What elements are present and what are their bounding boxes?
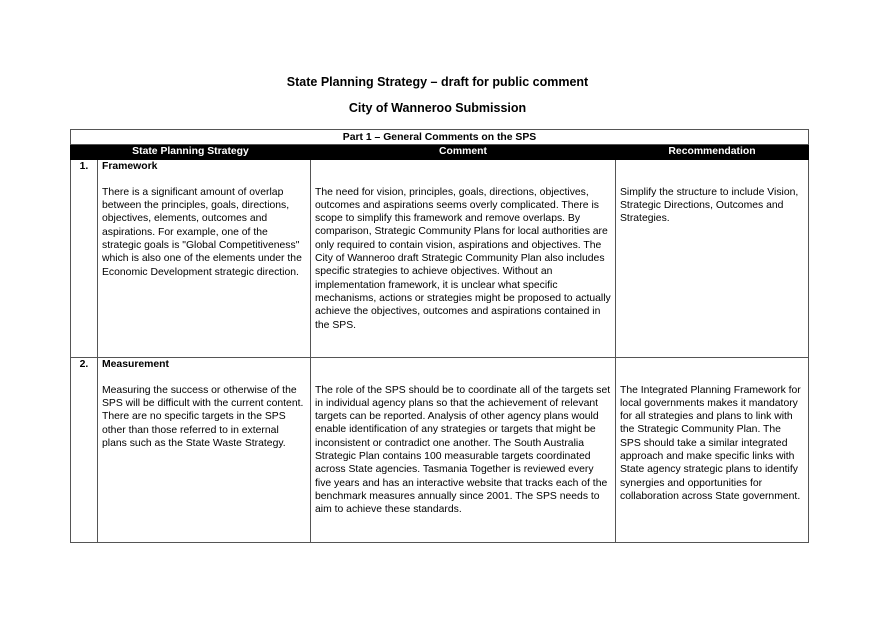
- recommendation-text: The Integrated Planning Framework for local governments makes it mandatory for all strategies and plans to link with the Strategic Community Plan. The SPS should take a similar integrated approach and make specific links with State agency strategic plans to identify synergies and opportunities for collaboration across State government.: [620, 384, 801, 502]
- header-recommendation: Recommendation: [616, 145, 809, 159]
- recommendation-text: Simplify the structure to include Vision, Strategic Directions, Outcomes and Strategies.: [620, 186, 799, 225]
- row-heading: Measurement: [102, 358, 169, 370]
- comment-text: The need for vision, principles, goals, directions, objectives, outcomes and aspirations seems overly complicated. There is scope to simplify this framework and remove overlaps. By comparison, Strategic Community Plans for local authorities are only required to contain vision, aspirations and objectives. The City of Wanneroo draft Strategic Community Plan also includes specific strategies to achieve objectives. Without an implementation framework, it is unclear what specific mechanisms, actions or strategies might be proposed to actually achieve the objectives, outcomes and aspirations contained in the SPS.: [315, 186, 611, 331]
- comment-cell: [311, 159, 616, 357]
- strategy-text: Measuring the success or otherwise of the SPS will be difficult with the current content. There are no specific targets in the SPS other than those referred to in external plans such as the State Waste Strategy.: [102, 384, 304, 450]
- strategy-cell: [98, 357, 311, 542]
- header-row: [71, 145, 809, 159]
- document-title: State Planning Strategy – draft for public comment: [286, 75, 589, 89]
- header-state-planning-strategy: State Planning Strategy: [71, 145, 311, 159]
- header-comment: Comment: [311, 145, 616, 159]
- comment-text: The role of the SPS should be to coordinate all of the targets set in individual agency plans so that the achievement of relevant targets can be reported. Analysis of other agency plans would enable identification of any strategies or targets that might be inconsistent or contradict one another. The South Australia Strategic Plan contains 100 measurable targets coordinated across State agencies. Tasmania Together is reviewed every five years and has an interactive website that tracks each of the benchmark measures annually since 2001. The SPS needs to aim to achieve these standards.: [315, 384, 611, 516]
- strategy-text: There is a significant amount of overlap between the principles, goals, directions, objectives, elements, outcomes and aspirations. For example, one of the strategic goals is "Global Competitiveness" which is also one of the elements under the Economic Development strategic direction.: [102, 186, 302, 278]
- part-title-row: [71, 130, 809, 145]
- row-number: 2.: [71, 357, 98, 542]
- recommendation-cell: [616, 357, 809, 542]
- row-number: 1.: [71, 159, 98, 357]
- comment-cell: [311, 357, 616, 542]
- table-row: [71, 159, 809, 357]
- table-row: [71, 357, 809, 542]
- document-subtitle: City of Wanneroo Submission: [348, 101, 527, 115]
- part-title: Part 1 – General Comments on the SPS: [71, 130, 809, 145]
- comments-table: [70, 129, 809, 543]
- row-heading: Framework: [102, 160, 158, 172]
- recommendation-cell: [616, 159, 809, 357]
- strategy-cell: [98, 159, 311, 357]
